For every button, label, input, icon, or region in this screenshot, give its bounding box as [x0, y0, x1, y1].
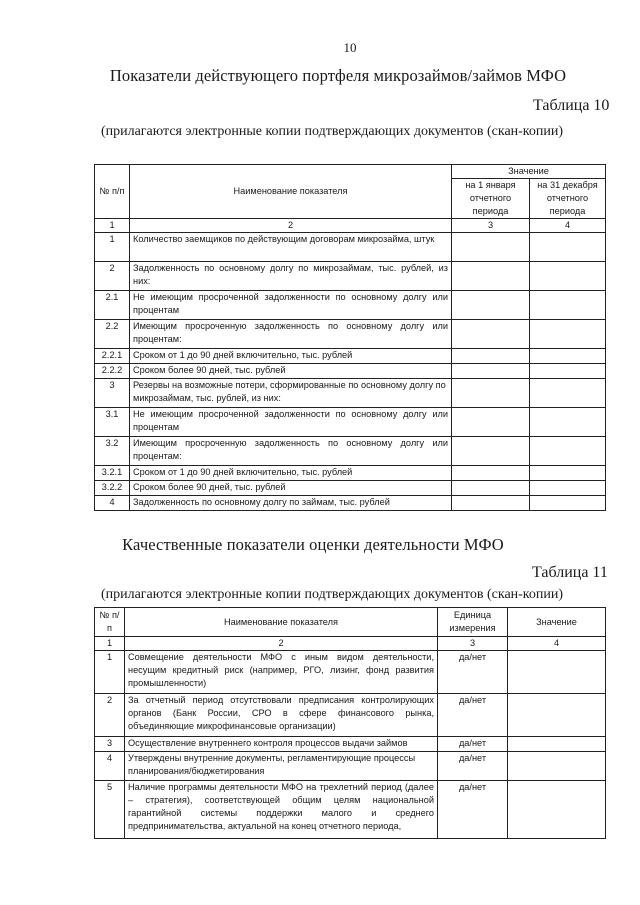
portfolio-indicators-table [94, 164, 606, 511]
row-num: 2.2.2 [95, 364, 130, 379]
row-name: Совмещение деятельности МФО с иным видом деятельности, несущим кредитный риск (например, РГО, лизинг, фонд развития промышленности) [125, 651, 438, 694]
quality-indicators-table [94, 607, 606, 839]
col-number: 3 [438, 637, 508, 651]
value-cell-start[interactable] [452, 233, 530, 262]
value-cell[interactable] [508, 737, 606, 752]
table-row [95, 320, 606, 349]
row-num: 3 [95, 379, 130, 408]
row-num: 4 [95, 752, 125, 781]
col-number: 2 [130, 219, 452, 233]
row-name: Сроком от 1 до 90 дней включительно, тыс. рублей [130, 466, 452, 481]
row-num: 3.2.1 [95, 466, 130, 481]
row-name: Не имеющим просроченной задолженности по основному долгу или процентам [130, 408, 452, 437]
value-cell-start[interactable] [452, 320, 530, 349]
header-num: № п/п [95, 608, 125, 637]
value-cell-start[interactable] [452, 437, 530, 466]
row-name: Задолженность по основному долгу по займам, тыс. рублей [130, 496, 452, 511]
row-name: Сроком от 1 до 90 дней включительно, тыс. рублей [130, 349, 452, 364]
row-unit: да/нет [438, 737, 508, 752]
value-cell-end[interactable] [530, 291, 606, 320]
row-num: 2 [95, 694, 125, 737]
row-num: 4 [95, 496, 130, 511]
table11-note: (прилагаются электронные копии подтверждающих документов (скан-копии) [100, 587, 564, 602]
table10-number: Таблица 10 [533, 97, 610, 114]
value-cell[interactable] [508, 694, 606, 737]
value-cell-end[interactable] [530, 496, 606, 511]
table-header-row [95, 608, 606, 637]
row-name: Сроком более 90 дней, тыс. рублей [130, 481, 452, 496]
column-number-row [95, 219, 606, 233]
row-num: 2.1 [95, 291, 130, 320]
row-num: 2.2.1 [95, 349, 130, 364]
value-cell-start[interactable] [452, 364, 530, 379]
table-row [95, 349, 606, 364]
value-cell-start[interactable] [452, 262, 530, 291]
table10-note: (прилагаются электронные копии подтверждающих документов (скан-копии) [100, 124, 564, 139]
table-row [95, 466, 606, 481]
row-name: Осуществление внутреннего контроля процессов выдачи займов [125, 737, 438, 752]
row-num: 5 [95, 781, 125, 839]
value-cell-end[interactable] [530, 408, 606, 437]
row-unit: да/нет [438, 694, 508, 737]
header-name: Наименование показателя [125, 608, 438, 637]
row-unit: да/нет [438, 781, 508, 839]
value-cell-end[interactable] [530, 481, 606, 496]
header-unit: Единица измерения [438, 608, 508, 637]
col-number: 1 [95, 219, 130, 233]
row-name: Не имеющим просроченной задолженности по основному долгу или процентам [130, 291, 452, 320]
col-number: 4 [530, 219, 606, 233]
table-row [95, 437, 606, 466]
row-num: 3 [95, 737, 125, 752]
row-num: 1 [95, 651, 125, 694]
row-num: 3.1 [95, 408, 130, 437]
table-header-row [95, 165, 606, 179]
row-num: 3.2.2 [95, 481, 130, 496]
value-cell-end[interactable] [530, 379, 606, 408]
table-row [95, 752, 606, 781]
col-number: 3 [452, 219, 530, 233]
col-number: 2 [125, 637, 438, 651]
value-cell-end[interactable] [530, 233, 606, 262]
value-cell-start[interactable] [452, 349, 530, 364]
value-cell-end[interactable] [530, 262, 606, 291]
table-row [95, 364, 606, 379]
value-cell-start[interactable] [452, 291, 530, 320]
value-cell-start[interactable] [452, 466, 530, 481]
table-row [95, 262, 606, 291]
header-num: № п/п [95, 165, 130, 219]
row-num: 1 [95, 233, 130, 262]
col-number: 4 [508, 637, 606, 651]
header-value: Значение [508, 608, 606, 637]
row-unit: да/нет [438, 752, 508, 781]
value-cell-start[interactable] [452, 481, 530, 496]
table11-number: Таблица 11 [532, 564, 608, 581]
row-name: Задолженность по основному долгу по микрозаймам, тыс. рублей, из них: [130, 262, 452, 291]
column-number-row [95, 637, 606, 651]
table-row [95, 694, 606, 737]
header-value: Значение [452, 165, 606, 179]
table-row [95, 481, 606, 496]
value-cell-end[interactable] [530, 437, 606, 466]
row-name: Количество заемщиков по действующим договорам микрозайма, штук [130, 233, 452, 262]
row-num: 2.2 [95, 320, 130, 349]
value-cell-end[interactable] [530, 364, 606, 379]
row-name: За отчетный период отсутствовали предписания контролирующих органов (Банк России, СРО в сфере финансового рынка, объединяющие микрофинансовые организации) [125, 694, 438, 737]
row-name: Имеющим просроченную задолженность по основному долгу или процентам: [130, 437, 452, 466]
table10-title: Показатели действующего портфеля микрозаймов/займов МФО [109, 66, 567, 85]
row-name: Резервы на возможные потери, сформированные по основному долгу по микрозаймам, тыс. рублей, из них: [130, 379, 452, 408]
table-row [95, 496, 606, 511]
row-name: Имеющим просроченную задолженность по основному долгу или процентам: [130, 320, 452, 349]
value-cell[interactable] [508, 651, 606, 694]
value-cell-end[interactable] [530, 320, 606, 349]
row-num: 3.2 [95, 437, 130, 466]
header-name: Наименование показателя [130, 165, 452, 219]
value-cell[interactable] [508, 781, 606, 839]
table-row [95, 408, 606, 437]
header-start: на 1 января отчетного периода [452, 179, 530, 219]
table-row [95, 737, 606, 752]
value-cell-end[interactable] [530, 466, 606, 481]
value-cell[interactable] [508, 752, 606, 781]
table-row [95, 291, 606, 320]
page-number: 10 [343, 40, 357, 55]
header-end: на 31 декабря отчетного периода [530, 179, 606, 219]
value-cell-start[interactable] [452, 496, 530, 511]
row-name: Наличие программы деятельности МФО на трехлетний период (далее – стратегия), соответствующей общим целям национальной гарантийной системы поддержки малого и среднего предпринимательства, актуальной на конец отчетного периода, [125, 781, 438, 839]
row-unit: да/нет [438, 651, 508, 694]
row-name: Утверждены внутренние документы, регламентирующие процессы планирования/бюджетирования [125, 752, 438, 781]
value-cell-end[interactable] [530, 349, 606, 364]
table11-title: Качественные показатели оценки деятельности МФО [122, 535, 504, 554]
table-row [95, 379, 606, 408]
table-row [95, 781, 606, 839]
value-cell-start[interactable] [452, 379, 530, 408]
table-row [95, 233, 606, 262]
row-name: Сроком более 90 дней, тыс. рублей [130, 364, 452, 379]
row-num: 2 [95, 262, 130, 291]
value-cell-start[interactable] [452, 408, 530, 437]
table-row [95, 651, 606, 694]
col-number: 1 [95, 637, 125, 651]
